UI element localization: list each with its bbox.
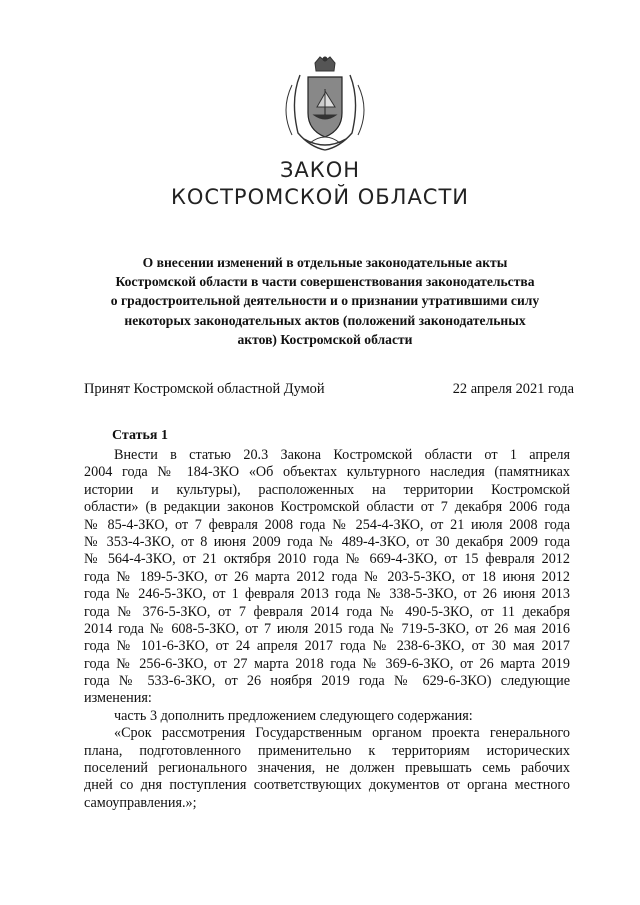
part-line: часть 3 дополнить предложением следующего содержания: — [114, 707, 473, 724]
coat-of-arms-icon — [270, 55, 380, 155]
body-line: года № 376-5-ЗКО, от 7 февраля 2014 года № 490-5-ЗКО, от 11 декабря — [84, 603, 570, 620]
quote-line: поселений регионального значения, не должен превышать семь рабочих — [84, 760, 570, 777]
body-line: области» (в редакции законов Костромской области от 7 декабря 2006 года — [84, 499, 570, 516]
article-body — [84, 447, 570, 812]
body-line: № 353-4-ЗКО, от 8 июня 2009 года № 489-4-ЗКО, от 30 декабря 2009 года — [84, 533, 570, 550]
body-line: года № 246-5-ЗКО, от 1 февраля 2013 года № 338-5-ЗКО, от 26 июня 2013 — [84, 586, 570, 603]
body-line: изменения: — [84, 690, 152, 707]
quote-line: дней со дня поступления соответствующих документов от органа местного — [84, 777, 570, 794]
body-line: года № 256-6-ЗКО, от 27 марта 2018 года № 369-6-ЗКО, от 26 марта 2019 — [84, 655, 570, 672]
quote-line: плана, подготовленного применительно к территориям исторических — [84, 742, 570, 759]
law-title: ЗАКОН — [279, 158, 361, 182]
body-line: года № 189-5-ЗКО, от 26 марта 2012 года № 203-5-ЗКО, от 18 июня 2012 — [84, 568, 570, 585]
body-line: 2014 года № 608-5-ЗКО, от 7 июля 2015 года № 719-5-ЗКО, от 26 мая 2016 — [84, 620, 570, 637]
adopted-by: Принят Костромской областной Думой — [84, 381, 325, 397]
quote-line: самоуправления.»; — [84, 794, 197, 811]
quote-line: «Срок рассмотрения Государственным органом проекта генерального — [114, 725, 570, 742]
body-line: года № 533-6-ЗКО, от 26 ноября 2019 года № 629-6-ЗКО) следующие — [84, 673, 570, 690]
subject-line: о градостроительной деятельности и о признании утратившими силу — [110, 293, 540, 309]
body-line: истории и культуры), расположенных на территории Костромской — [84, 481, 570, 498]
subject-line: некоторых законодательных актов (положений законодательных — [124, 312, 526, 328]
body-line: Внести в статью 20.3 Закона Костромской области от 1 апреля — [114, 447, 570, 463]
body-line: 2004 года № 184-ЗКО «Об объектах культурного наследия (памятниках — [84, 464, 570, 481]
subject-line: актов) Костромской области — [237, 331, 413, 347]
law-subject-heading — [80, 253, 570, 349]
body-line: № 85-4-ЗКО, от 7 февраля 2008 года № 254-4-ЗКО, от 21 июля 2008 года — [84, 516, 570, 533]
subject-line: О внесении изменений в отдельные законодательные акты — [142, 255, 508, 270]
body-line: года № 101-6-ЗКО, от 24 апреля 2017 года № 238-6-ЗКО, от 30 мая 2017 — [84, 638, 570, 655]
law-region-title: КОСТРОМСКОЙ ОБЛАСТИ — [170, 185, 470, 209]
article-title: Статья 1 — [112, 428, 168, 443]
adoption-date: 22 апреля 2021 года — [452, 381, 574, 397]
adoption-line — [84, 381, 574, 398]
subject-line: Костромской области в части совершенствования законодательства — [115, 274, 535, 290]
body-line: № 564-4-ЗКО, от 21 октября 2010 года № 669-4-ЗКО, от 15 февраля 2012 — [84, 551, 570, 568]
